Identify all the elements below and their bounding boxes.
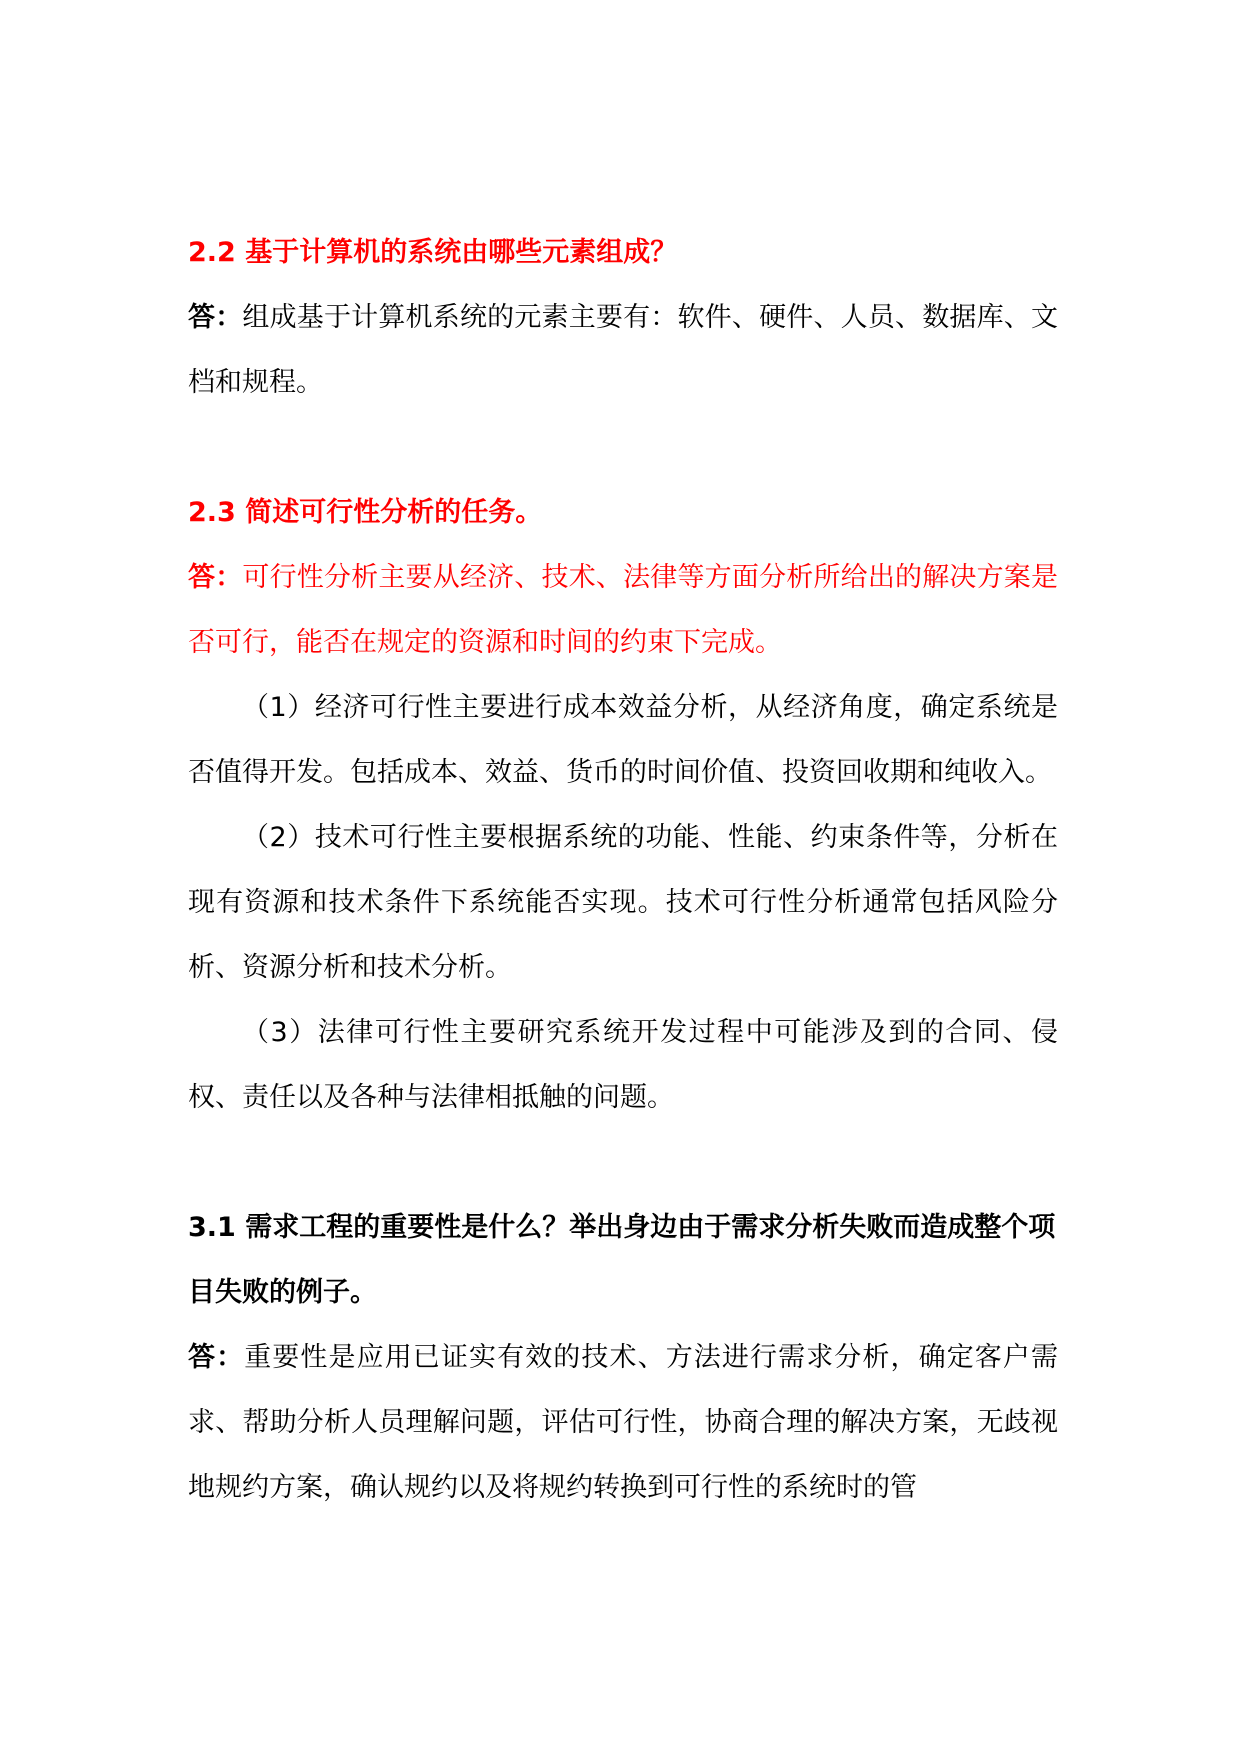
answer-label: 答： (188, 562, 243, 593)
section-gap (188, 1130, 1058, 1195)
answer-paragraph (188, 285, 1058, 415)
section-3-1 (188, 1195, 1058, 1520)
answer-text: 可行性分析主要从经济、技术、法律等方面分析所给出的解决方案是否可行，能否在规定的资源和时间的约束下完成。 (188, 562, 1059, 658)
section-2-2 (188, 220, 1058, 415)
section-2-3 (188, 480, 1058, 1130)
answer-text: 组成基于计算机系统的元素主要有：软件、硬件、人员、数据库、文档和规程。 (188, 302, 1059, 398)
section-heading: 3.1 需求工程的重要性是什么？举出身边由于需求分析失败而造成整个项目失败的例子。 (188, 1212, 1056, 1308)
section-gap (188, 415, 1058, 480)
list-item-technical: （2）技术可行性主要根据系统的功能、性能、约束条件等，分析在现有资源和技术条件下系统能否实现。技术可行性分析通常包括风险分析、资源分析和技术分析。 (188, 822, 1058, 983)
section-heading: 2.2 基于计算机的系统由哪些元素组成？ (188, 237, 678, 268)
answer-paragraph (188, 1325, 1058, 1520)
list-item-legal: （3）法律可行性主要研究系统开发过程中可能涉及到的合同、侵权、责任以及各种与法律相抵触的问题。 (188, 1017, 1058, 1113)
answer-label: 答： (188, 1342, 245, 1373)
answer-label: 答： (188, 302, 243, 333)
answer-text: 重要性是应用已证实有效的技术、方法进行需求分析，确定客户需求、帮助分析人员理解问题，评估可行性，协商合理的解决方案，无歧视地规约方案，确认规约以及将规约转换到可行性的系统时的管 (188, 1342, 1059, 1503)
section-heading: 2.3 简述可行性分析的任务。 (188, 497, 543, 528)
list-item-economic: （1）经济可行性主要进行成本效益分析，从经济角度，确定系统是否值得开发。包括成本、效益、货币的时间价值、投资回收期和纯收入。 (188, 692, 1058, 788)
answer-paragraph (188, 545, 1058, 675)
document-content (188, 220, 1058, 1520)
